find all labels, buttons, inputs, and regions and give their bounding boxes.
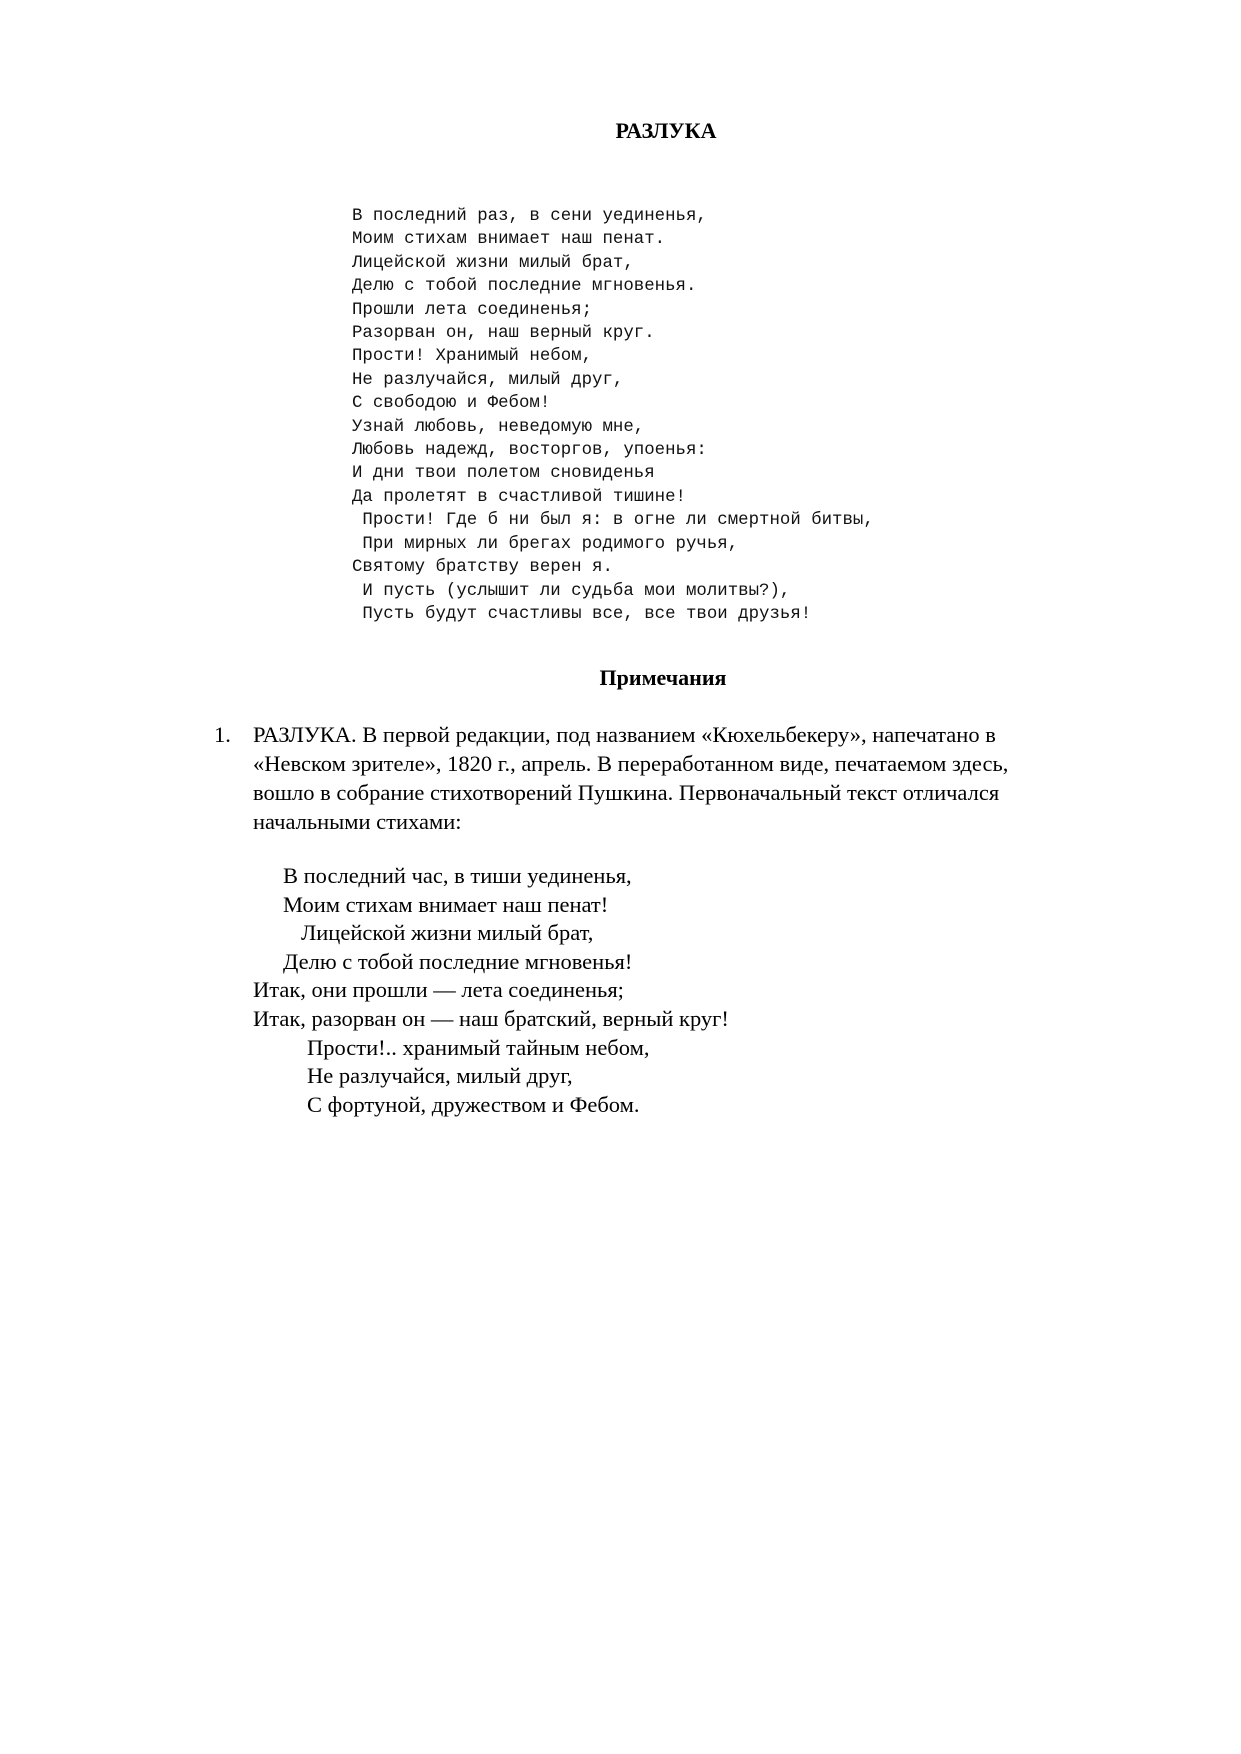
variant-line: Прости!.. хранимый тайным небом, bbox=[307, 1034, 650, 1060]
notes-heading: Примечания bbox=[599, 665, 727, 690]
poem-line: Лицейской жизни милый брат, bbox=[352, 253, 634, 273]
note-text bbox=[253, 720, 1103, 836]
poem-line: Моим стихам внимает наш пенат. bbox=[352, 230, 666, 250]
variant-line: Итак, они прошли — лета соединенья; bbox=[253, 977, 624, 1003]
poem-line: Да пролетят в счастливой тишине! bbox=[352, 487, 686, 507]
poem-line: Делю с тобой последние мгновенья. bbox=[352, 277, 697, 297]
note-line: вошло в собрание стихотворений Пушкина. Первоначальный текст отличался bbox=[253, 780, 1000, 805]
variant-line: Лицейской жизни милый брат, bbox=[301, 920, 594, 946]
note-line: РАЗЛУКА. В первой редакции, под названием «Кюхельбекеру», напечатано в bbox=[253, 722, 996, 747]
poem-line: Прости! Где б ни был я: в огне ли смертной битвы, bbox=[352, 511, 874, 531]
poem-line: И пусть (услышит ли судьба мои молитвы?), bbox=[352, 581, 791, 601]
note-line: «Невском зрителе», 1820 г., апрель. В переработанном виде, печатаемом здесь, bbox=[253, 751, 1009, 776]
poem-line: Не разлучайся, милый друг, bbox=[352, 370, 624, 390]
poem-line: Пусть будут счастливы все, все твои друзья! bbox=[352, 604, 812, 624]
note-number: 1. bbox=[214, 722, 231, 747]
variant-line: С фортуной, дружеством и Фебом. bbox=[307, 1091, 640, 1117]
poem-line: Любовь надежд, восторгов, упоенья: bbox=[352, 441, 707, 461]
poem-line: При мирных ли брегах родимого ручья, bbox=[352, 534, 739, 554]
variant-verse bbox=[253, 862, 729, 1119]
variant-line: В последний час, в тиши уединенья, bbox=[283, 863, 632, 888]
poem-line: С свободою и Фебом! bbox=[352, 394, 551, 414]
poem-line: Прости! Хранимый небом, bbox=[352, 347, 593, 367]
poem-line: И дни твои полетом сновиденья bbox=[352, 464, 655, 484]
poem-title: РАЗЛУКА bbox=[615, 118, 717, 143]
poem-line: Святому братству верен я. bbox=[352, 558, 613, 578]
variant-line: Не разлучайся, милый друг, bbox=[307, 1063, 573, 1089]
variant-line: Моим стихам внимает наш пенат! bbox=[283, 891, 609, 917]
poem-text bbox=[352, 205, 874, 626]
variant-line: Делю с тобой последние мгновенья! bbox=[283, 948, 633, 974]
poem-line: Узнай любовь, неведомую мне, bbox=[352, 417, 645, 437]
note-line: начальными стихами: bbox=[253, 809, 462, 834]
variant-line: Итак, разорван он — наш братский, верный круг! bbox=[253, 1005, 729, 1031]
poem-line: Прошли лета соединенья; bbox=[352, 300, 593, 320]
poem-line: Разорван он, наш верный круг. bbox=[352, 324, 655, 344]
poem-line: В последний раз, в сени уединенья, bbox=[352, 207, 707, 226]
